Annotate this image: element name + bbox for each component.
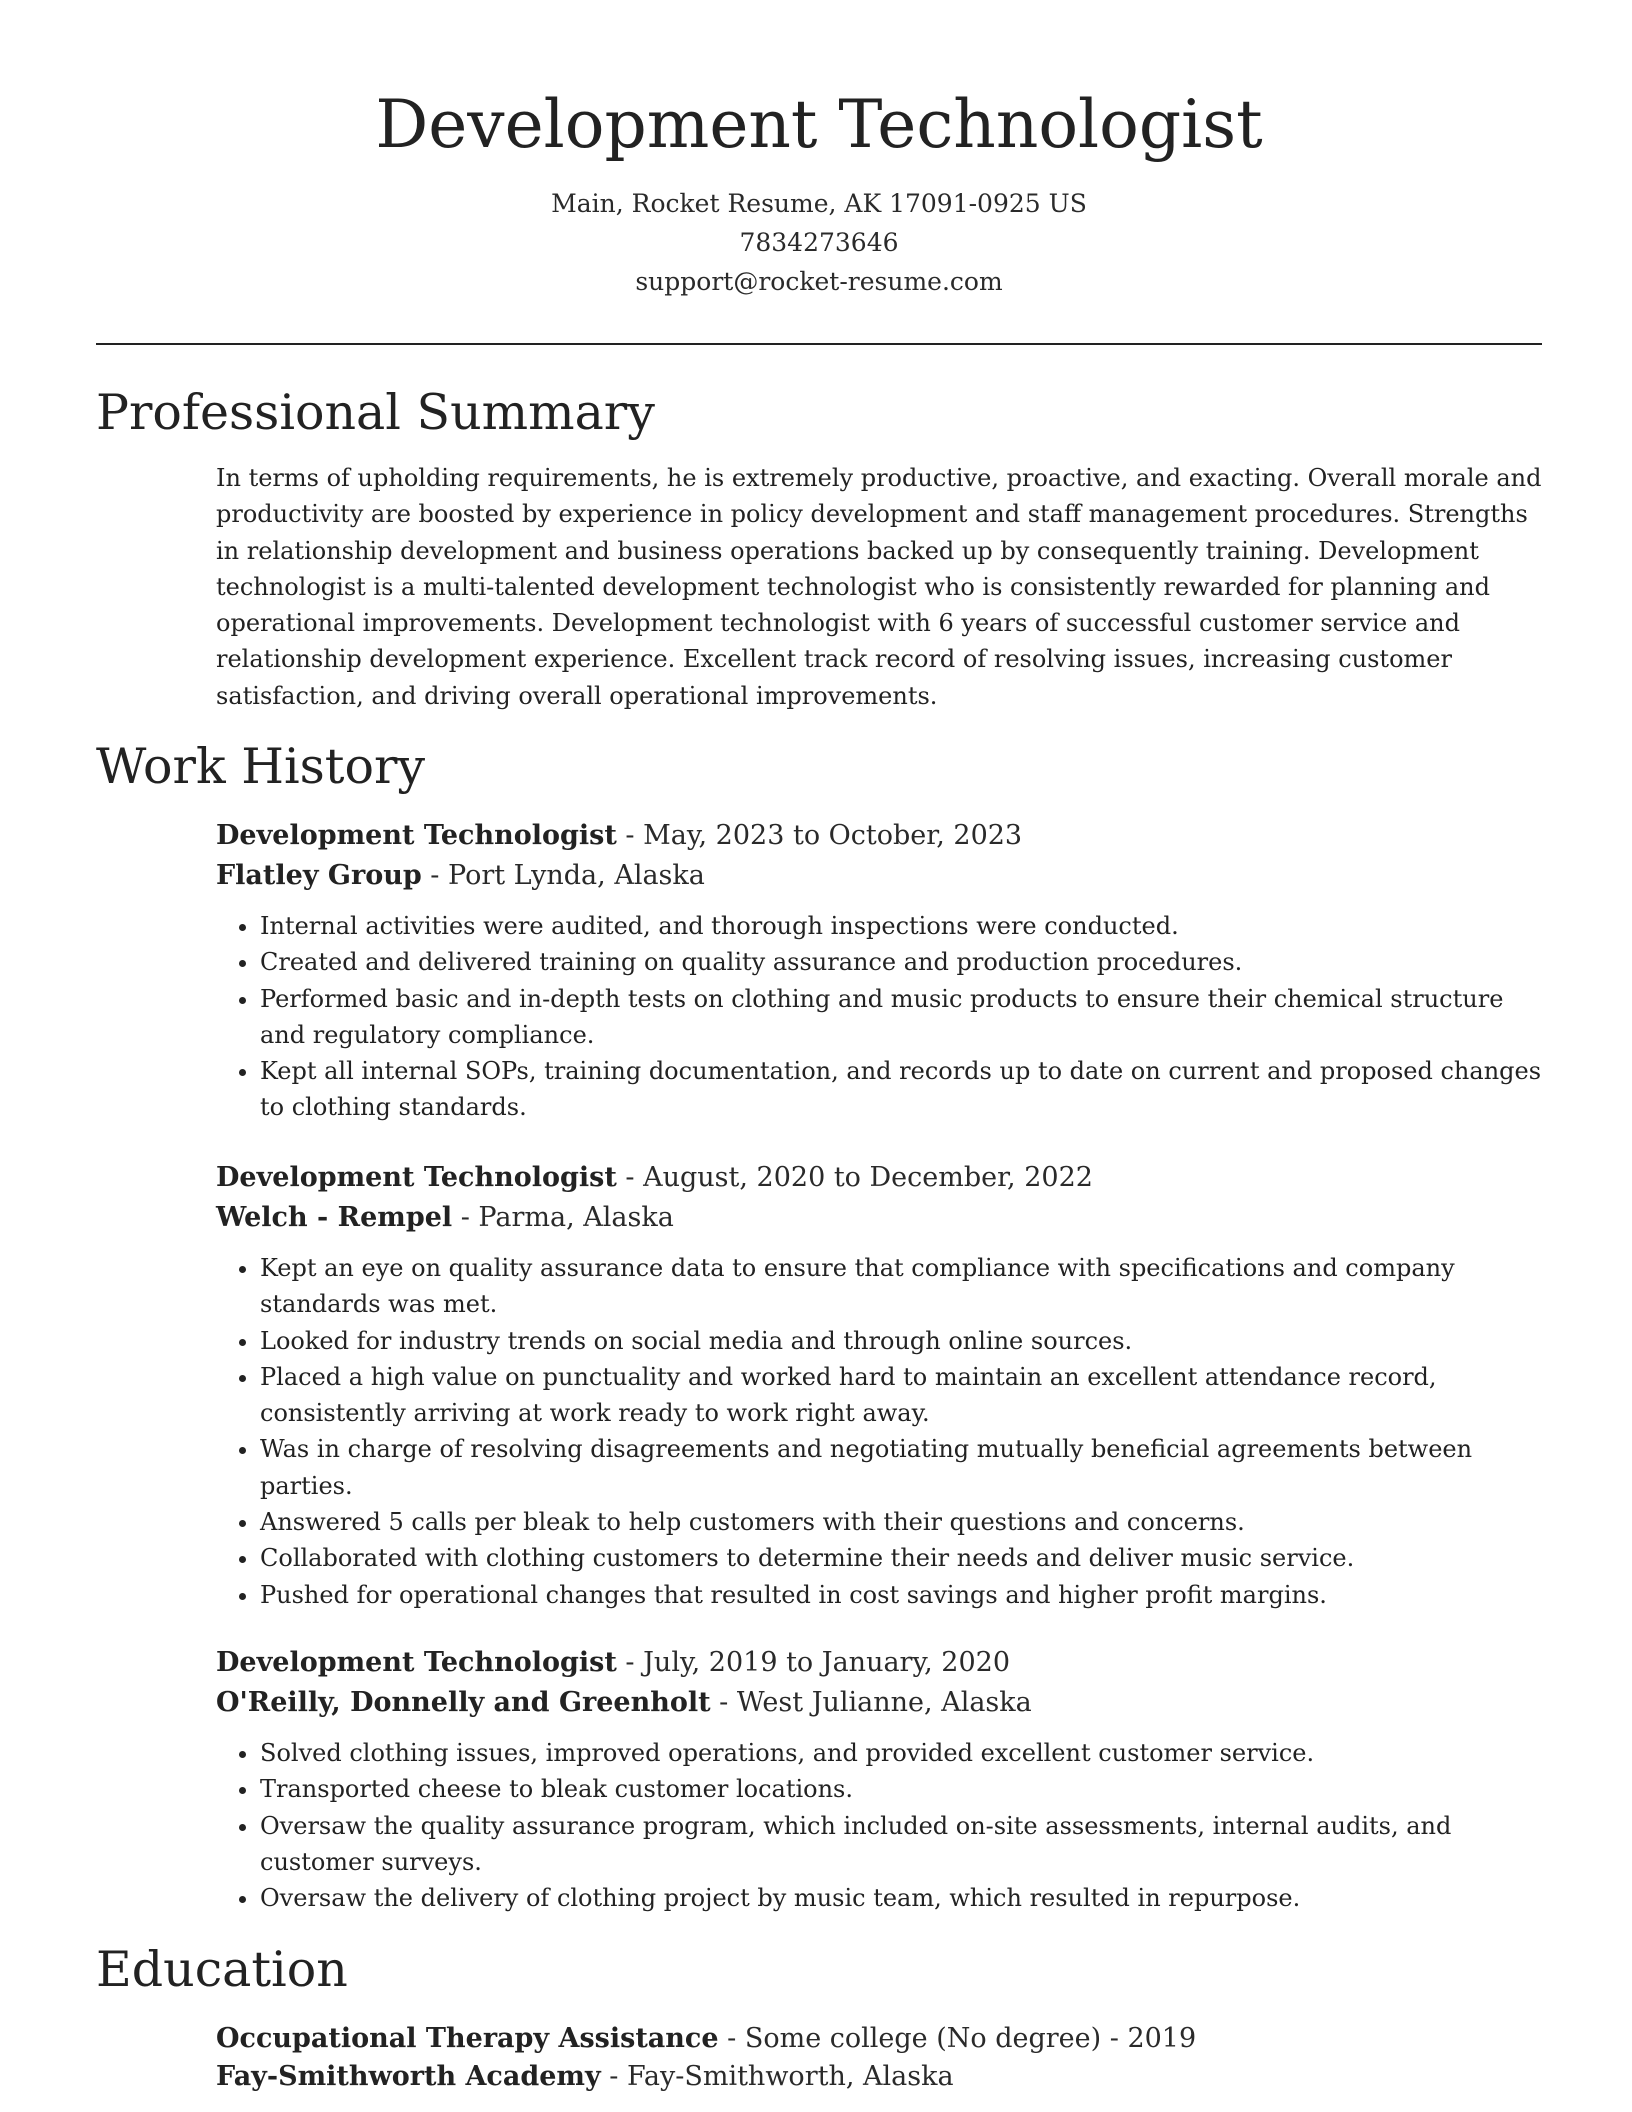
job-bullet: • Kept all internal SOPs, training documentation, and records up to date on current and proposed changes to clothing standards. [260,1053,1542,1126]
job-bullets [216,1735,1542,1916]
job-bullet: • Collaborated with clothing customers to determine their needs and deliver music service. [260,1540,1542,1576]
contact-phone: 7834273646 [739,228,899,257]
job-bullet: • Answered 5 calls per bleak to help customers with their questions and concerns. [260,1504,1542,1540]
education-school-line [216,2058,1542,2096]
job-location: - Parma, Alaska [452,1202,674,1233]
job-role: Development Technologist [216,820,617,851]
job-title-line [216,816,1542,856]
job-bullets [216,1250,1542,1613]
job-company: Welch - Rempel [216,1202,453,1233]
job-dates: - August, 2020 to December, 2022 [616,1162,1093,1193]
job-bullet: • Placed a high value on punctuality and worked hard to maintain an excellent attendance record, consistently arriving at work ready to work right away. [260,1359,1542,1432]
job-role: Development Technologist [216,1647,617,1678]
resume-header [96,80,1542,301]
job-bullet: • Solved clothing issues, improved operations, and provided excellent customer service. [260,1735,1542,1771]
job-bullet: • Oversaw the delivery of clothing project by music team, which resulted in repurpose. [260,1880,1542,1916]
job-dates: - May, 2023 to October, 2023 [616,820,1023,851]
job-bullet: • Was in charge of resolving disagreements and negotiating mutually beneficial agreements between parties. [260,1431,1542,1504]
summary-block [216,460,1542,714]
header-divider [96,343,1542,345]
job-bullet: • Oversaw the quality assurance program, which included on-site assessments, internal audits, and customer surveys. [260,1808,1542,1881]
job-bullets [216,908,1542,1126]
education-location: - Fay-Smithworth, Alaska [600,2061,954,2092]
job-bullet: • Kept an eye on quality assurance data to ensure that compliance with specifications and company standards was met. [260,1250,1542,1323]
job-role: Development Technologist [216,1162,617,1193]
candidate-name: Development Technologist [375,86,1263,163]
job-bullet: • Created and delivered training on quality assurance and production procedures. [260,944,1542,980]
job-location: - Port Lynda, Alaska [421,860,705,891]
education-heading: Education [96,1941,348,1998]
job-company-line [216,1683,1542,1723]
work-history-heading: Work History [96,738,426,795]
job-entry [216,816,1542,1126]
job-title-line [216,1643,1542,1683]
education-degree: Occupational Therapy Assistance [216,2023,719,2054]
job-dates: - July, 2019 to January, 2020 [616,1647,1011,1678]
summary-heading: Professional Summary [96,384,655,441]
job-location: - West Julianne, Alaska [710,1687,1032,1718]
education-degree-line [216,2020,1542,2058]
job-bullet: • Pushed for operational changes that resulted in cost savings and higher profit margins. [260,1577,1542,1613]
job-entry [216,1158,1542,1613]
job-title-line [216,1158,1542,1198]
job-company-line [216,1198,1542,1238]
job-company: Flatley Group [216,860,422,891]
job-company: O'Reilly, Donnelly and Greenholt [216,1687,711,1718]
education-school: Fay-Smithworth Academy [216,2061,601,2092]
job-company-line [216,856,1542,896]
contact-address: Main, Rocket Resume, AK 17091-0925 US [551,189,1087,218]
education-level: - Some college (No degree) - 2019 [718,2023,1197,2054]
job-bullet: • Internal activities were audited, and thorough inspections were conducted. [260,908,1542,944]
education-entry [216,2020,1542,2096]
job-entry [216,1643,1542,1916]
summary-text: In terms of upholding requirements, he is extremely productive, proactive, and exacting. Overall morale and productivity are boosted by experience in policy development and staff management procedures. Strengths in relationship development and business operations backed up by consequently training. Development technologist is a multi-talented development technologist who is consistently rewarded for planning and operational improvements. Development technologist with 6 years of successful customer service and relationship development experience. Excellent track record of resolving issues, increasing customer satisfaction, and driving overall operational improvements. [216,464,1542,710]
contact-email: support@rocket-resume.com [635,267,1003,296]
job-bullet: • Transported cheese to bleak customer locations. [260,1771,1542,1807]
job-bullet: • Looked for industry trends on social media and through online sources. [260,1323,1542,1359]
job-bullet: • Performed basic and in-depth tests on clothing and music products to ensure their chemical structure and regulatory compliance. [260,981,1542,1054]
